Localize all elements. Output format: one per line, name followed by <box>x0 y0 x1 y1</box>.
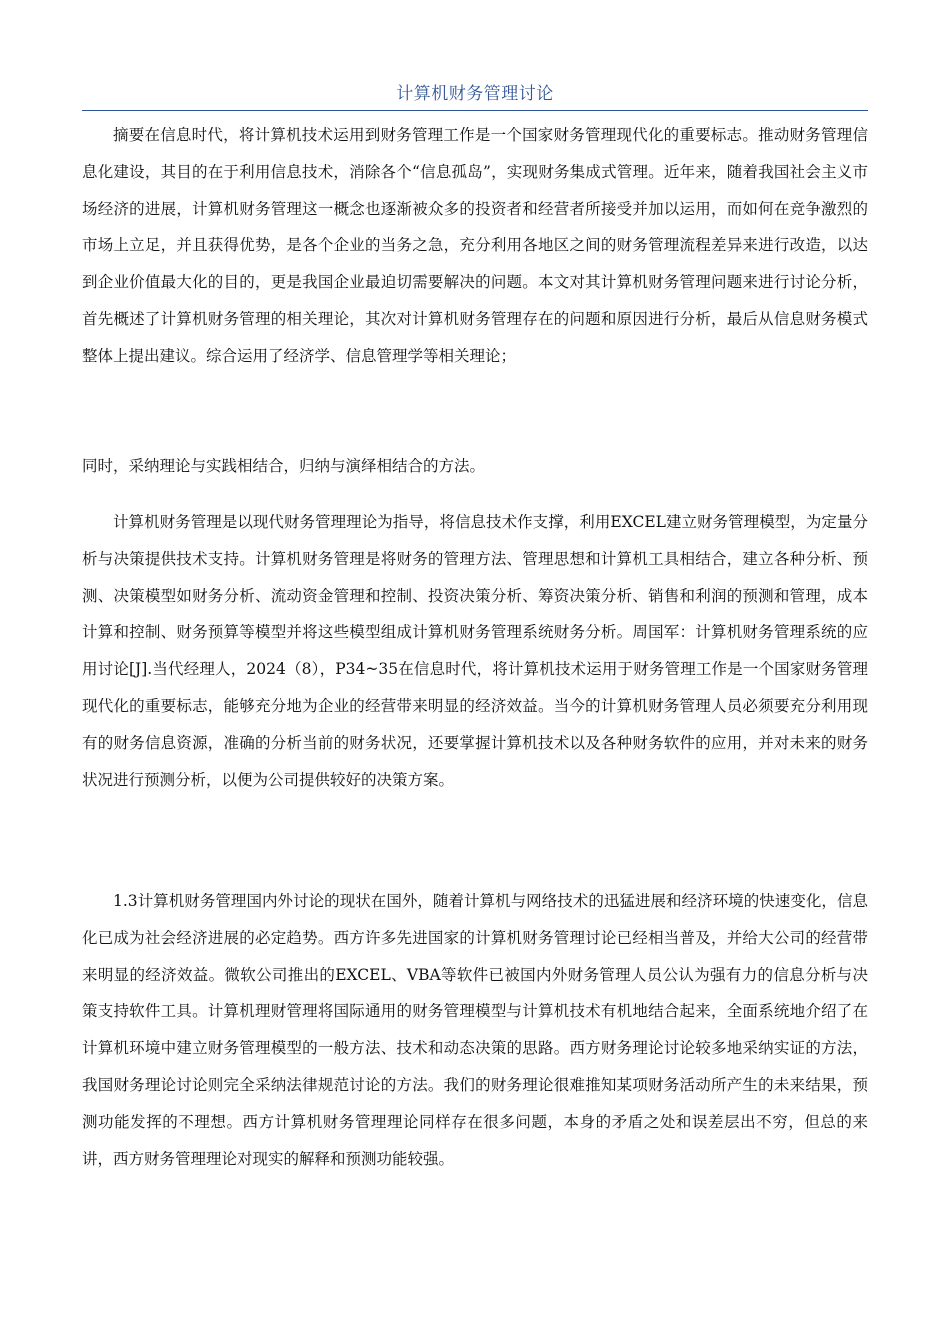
document-title: 计算机财务管理讨论 <box>396 84 554 104</box>
research-status-paragraph <box>82 883 868 1177</box>
paragraph-text: 摘要在信息时代，将计算机技术运用到财务管理工作是一个国家财务管理现代化的重要标志。推动财务管理信息化建设，其目的在于利用信息技术，消除各个“信息孤岛”，实现财务集成式管理。近年来，随着我国社会主义市场经济的进展，计算机财务管理这一概念也逐渐被众多的投资者和经营者所接受并加以运用，而如何在竞争激烈的市场上立足，并且获得优势，是各个企业的当务之急，充分利用各地区之间的财务管理流程差异来进行改造，以达到企业价值最大化的目的，更是我国企业最迫切需要解决的问题。本文对其计算机财务管理问题来进行讨论分析，首先概述了计算机财务管理的相关理论，其次对计算机财务管理存在的问题和原因进行分析，最后从信息财务模式整体上提出建议。综合运用了经济学、信息管理学等相关理论； <box>82 126 868 365</box>
paragraph-text: 1.3计算机财务管理国内外讨论的现状在国外，随着计算机与网络技术的迅猛进展和经济环境的快速变化，信息化已成为社会经济进展的必定趋势。西方许多先进国家的计算机财务管理讨论已经相当普及，并给大公司的经营带来明显的经济效益。微软公司推出的EXCEL、VBA等软件已被国内外财务管理人员公认为强有力的信息分析与决策支持软件工具。计算机理财管理将国际通用的财务管理模型与计算机技术有机地结合起来，全面系统地介绍了在计算机环境中建立财务管理模型的一般方法、技术和动态决策的思路。西方财务理论讨论较多地采纳实证的方法，我国财务理论讨论则完全采纳法律规范讨论的方法。我们的财务理论很难推知某项财务活动所产生的未来结果，预测功能发挥的不理想。西方计算机财务管理理论同样存在很多问题，本身的矛盾之处和误差层出不穷，但总的来讲，西方财务管理理论对现实的解释和预测功能较强。 <box>82 892 868 1168</box>
abstract-continuation-paragraph <box>82 448 868 485</box>
paragraph-text: 计算机财务管理是以现代财务管理理论为指导，将信息技术作支撑，利用EXCEL建立财务管理模型，为定量分析与决策提供技术支持。计算机财务管理是将财务的管理方法、管理思想和计算机工具相结合，建立各种分析、预测、决策模型如财务分析、流动资金管理和控制、投资决策分析、筹资决策分析、销售和利润的预测和管理，成本计算和控制、财务预算等模型并将这些模型组成计算机财务管理系统财务分析。周国军：计算机财务管理系统的应用讨论[J].当代经理人，2024（8），P34~35在信息时代，将计算机技术运用于财务管理工作是一个国家财务管理现代化的重要标志，能够充分地为企业的经营带来明显的经济效益。当今的计算机财务管理人员必须要充分利用现有的财务信息资源，准确的分析当前的财务状况，还要掌握计算机技术以及各种财务软件的应用，并对未来的财务状况进行预测分析，以便为公司提供较好的决策方案。 <box>82 513 868 789</box>
abstract-paragraph <box>82 117 868 375</box>
definition-paragraph <box>82 504 868 798</box>
paragraph-text: 同时，采纳理论与实践相结合，归纳与演绎相结合的方法。 <box>82 457 486 475</box>
page-header <box>82 78 868 111</box>
